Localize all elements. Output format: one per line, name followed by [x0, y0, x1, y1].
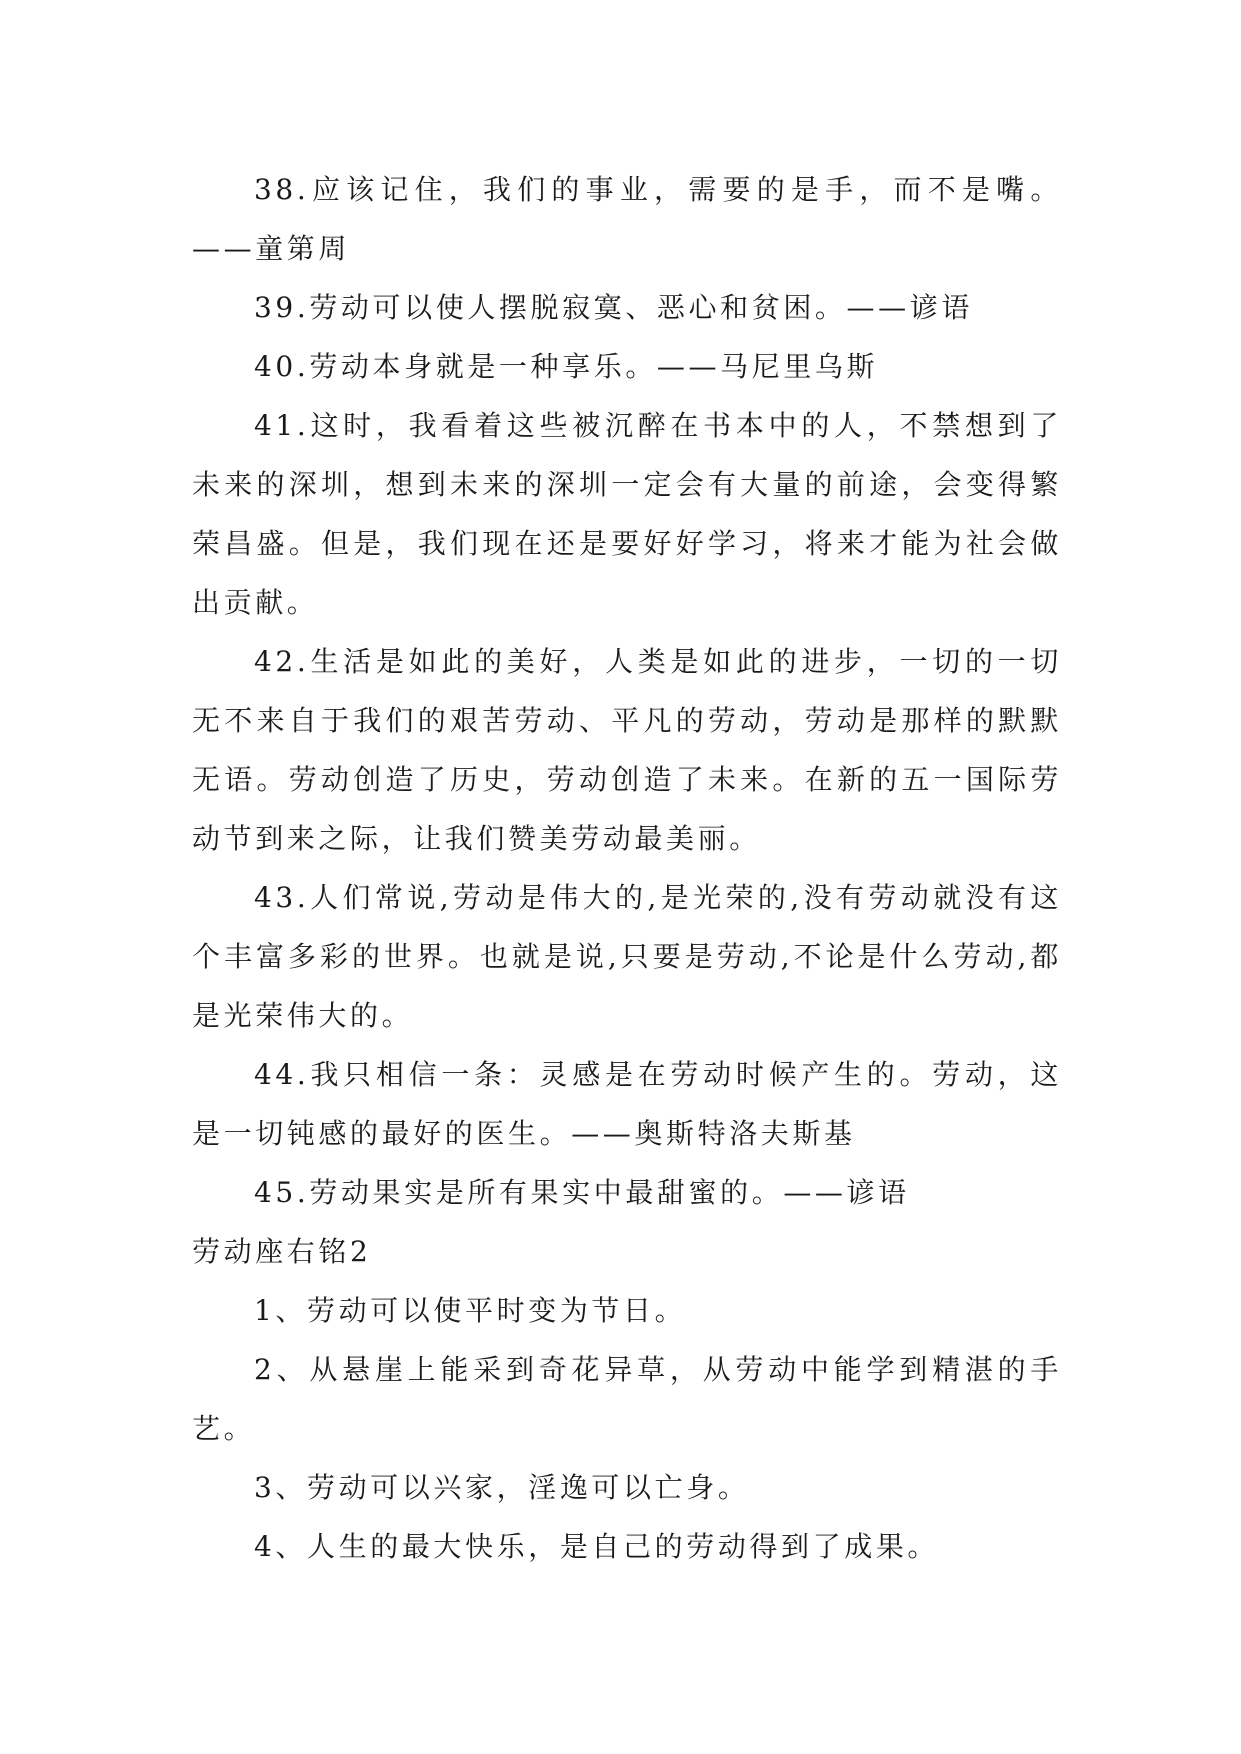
document-body [192, 160, 1062, 1576]
paragraph-40: 40.劳动本身就是一种享乐。——马尼里乌斯 [254, 350, 879, 383]
section-item-1: 1、劳动可以使平时变为节日。 [254, 1294, 687, 1327]
section-item-3: 3、劳动可以兴家，淫逸可以亡身。 [254, 1471, 750, 1504]
section-item-2: 2、从悬崖上能采到奇花异草，从劳动中能学到精湛的手艺。 [192, 1353, 1062, 1445]
paragraph-39: 39.劳动可以使人摆脱寂寞、恶心和贫困。——谚语 [254, 291, 973, 324]
paragraph-41: 41.这时，我看着这些被沉醉在书本中的人，不禁想到了未来的深圳，想到未来的深圳一定会有大量的前途，会变得繁荣昌盛。但是，我们现在还是要好好学习，将来才能为社会做出贡献。 [192, 409, 1062, 619]
section-heading: 劳动座右铭2 [192, 1235, 372, 1268]
paragraph-42: 42.生活是如此的美好，人类是如此的进步，一切的一切无不来自于我们的艰苦劳动、平凡的劳动，劳动是那样的默默无语。劳动创造了历史，劳动创造了未来。在新的五一国际劳动节到来之际，让我们赞美劳动最美丽。 [192, 645, 1062, 855]
paragraph-43: 43.人们常说,劳动是伟大的,是光荣的,没有劳动就没有这个丰富多彩的世界。也就是说,只要是劳动,不论是什么劳动,都是光荣伟大的。 [192, 881, 1062, 1032]
paragraph-44: 44.我只相信一条：灵感是在劳动时候产生的。劳动，这是一切钝感的最好的医生。——奥斯特洛夫斯基 [192, 1058, 1062, 1150]
paragraph-38: 38.应该记住，我们的事业，需要的是手，而不是嘴。——童第周 [192, 173, 1062, 265]
section-item-4: 4、人生的最大快乐，是自己的劳动得到了成果。 [254, 1530, 940, 1563]
paragraph-45: 45.劳动果实是所有果实中最甜蜜的。——谚语 [254, 1176, 910, 1209]
